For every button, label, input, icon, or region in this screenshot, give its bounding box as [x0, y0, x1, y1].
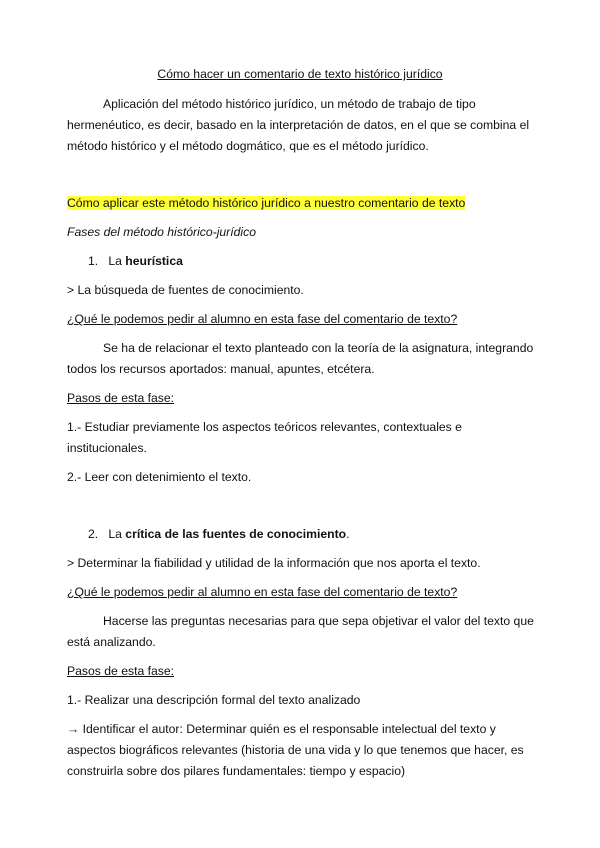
- phase1-prefix: La: [108, 254, 126, 268]
- phase1-step-1-line-2: institucionales.: [67, 441, 147, 455]
- phase2-number: 2.: [88, 527, 99, 541]
- phase2-step-2-line-1: → Identificar el autor: Determinar quién es el responsable intelectual del texto y: [67, 722, 496, 736]
- phase1-step-2: 2.- Leer con detenimiento el texto.: [67, 470, 252, 484]
- phase2-answer-line-2: está analizando.: [67, 635, 156, 649]
- document-title: Cómo hacer un comentario de texto histórico jurídico: [157, 67, 443, 81]
- highlighted-heading: [67, 196, 465, 211]
- phase2-suffix: .: [346, 527, 350, 541]
- phase2-question: ¿Qué le podemos pedir al alumno en esta fase del comentario de texto?: [67, 585, 458, 599]
- phase2-step-2-line-2: aspectos biográficos relevantes (historia de una vida y lo que tenemos que hacer, es: [67, 743, 524, 757]
- phase2-heading: [88, 527, 349, 542]
- phase2-definition: > Determinar la fiabilidad y utilidad de la información que nos aporta el texto.: [67, 556, 481, 570]
- phase1-answer-line-2: todos los recursos aportados: manual, apuntes, etcétera.: [67, 362, 375, 376]
- highlight-text: Cómo aplicar este método histórico jurídico a nuestro comentario de texto: [67, 196, 466, 210]
- intro-line-1: Aplicación del método histórico jurídico, un método de trabajo de tipo: [103, 97, 476, 111]
- phase2-name: crítica de las fuentes de conocimiento: [125, 527, 347, 541]
- phase2-answer-line-1: Hacerse las preguntas necesarias para que sepa objetivar el valor del texto que: [103, 614, 534, 628]
- intro-line-2: hermenéutico, es decir, basado en la interpretación de datos, en el que se combina el: [67, 118, 530, 132]
- phase1-steps-heading: Pasos de esta fase:: [67, 391, 175, 405]
- intro-line-3: método histórico y el método dogmático, que es el método jurídico.: [67, 139, 429, 153]
- phase1-answer-line-1: Se ha de relacionar el texto planteado con la teoría de la asignatura, integrando: [103, 341, 534, 355]
- phase2-steps-heading: Pasos de esta fase:: [67, 664, 175, 678]
- phase2-step-1: 1.- Realizar una descripción formal del texto analizado: [67, 693, 361, 707]
- phases-heading: Fases del método histórico-jurídico: [67, 225, 256, 239]
- phase1-definition: > La búsqueda de fuentes de conocimiento.: [67, 283, 304, 297]
- phase2-step-2-line-3: construirla sobre dos pilares fundamentales: tiempo y espacio): [67, 764, 406, 778]
- phase1-name: heurística: [125, 254, 183, 268]
- phase1-heading: [88, 254, 183, 269]
- phase1-step-1-line-1: 1.- Estudiar previamente los aspectos teóricos relevantes, contextuales e: [67, 420, 462, 434]
- phase1-question: ¿Qué le podemos pedir al alumno en esta fase del comentario de texto?: [67, 312, 458, 326]
- phase2-prefix: La: [108, 527, 126, 541]
- phase1-number: 1.: [88, 254, 99, 268]
